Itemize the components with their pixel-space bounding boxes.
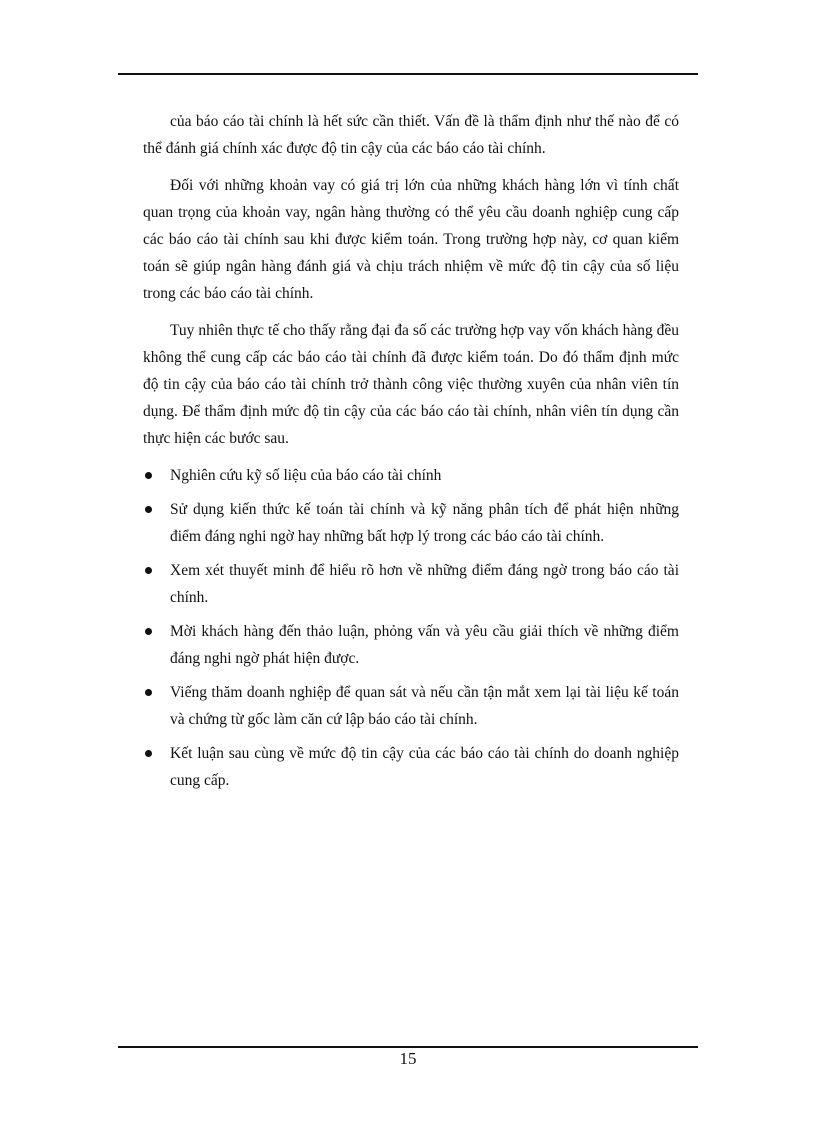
list-item-text: Nghiên cứu kỹ số liệu của báo cáo tài chính: [170, 467, 442, 484]
bullet-icon: [145, 750, 152, 757]
bullet-icon: [145, 506, 152, 513]
list-item-text: Sử dụng kiến thức kế toán tài chính và kỹ năng phân tích để phát hiện những điểm đáng nghi ngờ hay những bất hợp lý trong các báo cáo tài chính.: [170, 501, 679, 545]
bullet-icon: [145, 628, 152, 635]
list-item: [143, 557, 679, 611]
list-item: [143, 462, 679, 489]
list-item-text: Viếng thăm doanh nghiệp để quan sát và nếu cần tận mắt xem lại tài liệu kế toán và chứng từ gốc làm căn cứ lập báo cáo tài chính.: [170, 684, 679, 728]
list-item-text: Xem xét thuyết minh để hiểu rõ hơn về những điểm đáng ngờ trong báo cáo tài chính.: [170, 562, 679, 606]
list-item: [143, 679, 679, 733]
body-text: [143, 108, 679, 801]
page-number: 15: [399, 1049, 417, 1068]
list-item-text: Kết luận sau cùng về mức độ tin cậy của các báo cáo tài chính do doanh nghiệp cung cấp.: [170, 745, 679, 789]
header-rule: [118, 73, 698, 75]
list-item: [143, 618, 679, 672]
paragraph: Đối với những khoản vay có giá trị lớn của những khách hàng lớn vì tính chất quan trọng của khoản vay, ngân hàng thường có thể yêu cầu doanh nghiệp cung cấp các báo cáo tài chính sau khi được kiểm toán. Trong trường hợp này, cơ quan kiểm toán sẽ giúp ngân hàng đánh giá và chịu trách nhiệm về mức độ tin cậy của số liệu trong các báo cáo tài chính.: [143, 177, 679, 302]
list-item: [143, 496, 679, 550]
bullet-icon: [145, 472, 152, 479]
paragraph: của báo cáo tài chính là hết sức cần thiết. Vấn đề là thẩm định như thế nào để có thể đánh giá chính xác được độ tin cậy của các báo cáo tài chính.: [143, 113, 679, 157]
bullet-icon: [145, 567, 152, 574]
bullet-list: [143, 462, 679, 794]
bullet-icon: [145, 689, 152, 696]
list-item: [143, 740, 679, 794]
list-item-text: Mời khách hàng đến thảo luận, phỏng vấn và yêu cầu giải thích về những điểm đáng nghi ngờ phát hiện được.: [170, 623, 679, 667]
paragraph: Tuy nhiên thực tế cho thấy rằng đại đa số các trường hợp vay vốn khách hàng đều không thể cung cấp các báo cáo tài chính đã được kiểm toán. Do đó thẩm định mức độ tin cậy của báo cáo tài chính trở thành công việc thường xuyên của nhân viên tín dụng. Để thẩm định mức độ tin cậy của các báo cáo tài chính, nhân viên tín dụng cần thực hiện các bước sau.: [143, 322, 679, 447]
footer-rule: [118, 1046, 698, 1048]
